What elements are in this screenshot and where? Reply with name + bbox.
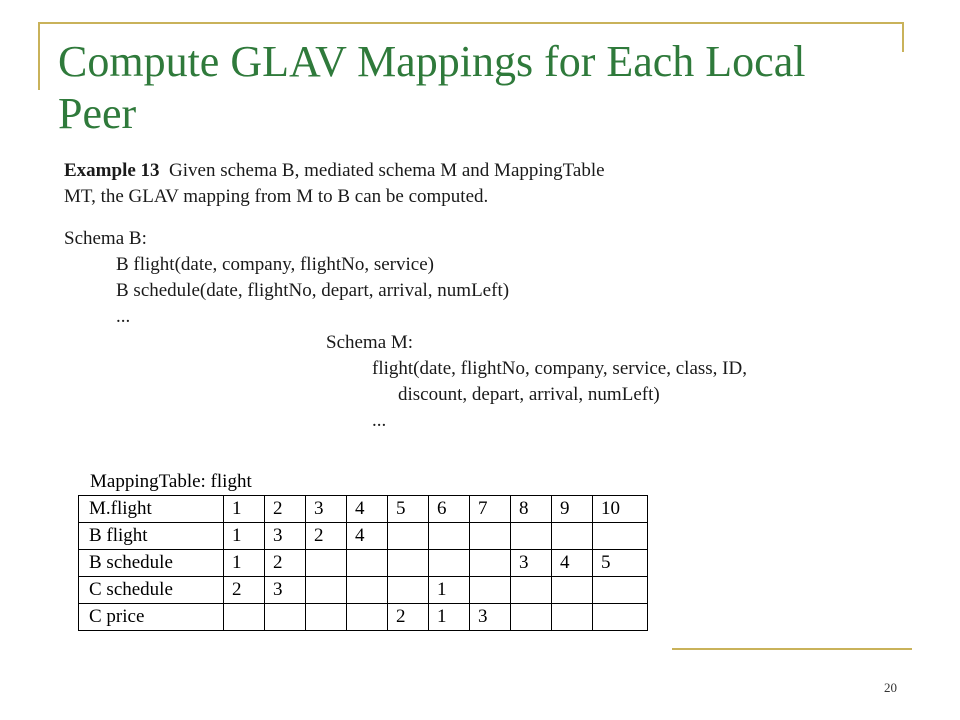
slide-border-left: [38, 22, 40, 90]
schema-b-label: Schema B:: [64, 228, 147, 249]
table-cell: 9: [552, 496, 593, 523]
example-text-line2: MT, the GLAV mapping from M to B can be computed.: [64, 186, 489, 207]
table-cell: 4: [552, 550, 593, 577]
table-row-header: C price: [79, 604, 224, 631]
table-cell: 2: [265, 550, 306, 577]
table-cell: [429, 550, 470, 577]
table-cell: [552, 577, 593, 604]
example-paragraph: [64, 158, 884, 184]
mapping-table: [78, 495, 648, 631]
table-cell: [511, 577, 552, 604]
table-row-header: M.flight: [79, 496, 224, 523]
table-cell: 6: [429, 496, 470, 523]
table-cell: [511, 523, 552, 550]
slide-content: [64, 158, 884, 434]
table-cell: 3: [306, 496, 347, 523]
table-cell: [593, 577, 648, 604]
table-cell: 1: [224, 523, 265, 550]
table-cell: [388, 550, 429, 577]
table-row-header: B schedule: [79, 550, 224, 577]
table-cell: [347, 604, 388, 631]
schema-m-line: flight(date, flightNo, company, service, class, ID,: [372, 358, 747, 379]
table-cell: [470, 577, 511, 604]
table-row: [79, 523, 648, 550]
table-cell: 4: [347, 496, 388, 523]
table-row: [79, 604, 648, 631]
page-number: 20: [884, 680, 897, 695]
mapping-table-caption: MappingTable: flight: [90, 471, 252, 492]
table-cell: [470, 550, 511, 577]
table-cell: 5: [388, 496, 429, 523]
table-cell: [593, 523, 648, 550]
table-cell: 1: [429, 577, 470, 604]
table-cell: 3: [511, 550, 552, 577]
slide-border-right: [902, 22, 904, 52]
table-row: [79, 577, 648, 604]
bottom-rule: [672, 648, 912, 650]
schema-b-line: ...: [116, 306, 131, 327]
table-cell: 3: [470, 604, 511, 631]
table-cell: [306, 550, 347, 577]
schema-m-line: discount, depart, arrival, numLeft): [398, 384, 660, 405]
schema-b-line: B schedule(date, flightNo, depart, arrival, numLeft): [116, 280, 510, 301]
table-cell: 2: [265, 496, 306, 523]
table-cell: 5: [593, 550, 648, 577]
table-cell: [347, 550, 388, 577]
table-cell: 2: [306, 523, 347, 550]
table-cell: 8: [511, 496, 552, 523]
table-cell: 7: [470, 496, 511, 523]
table-cell: 1: [429, 604, 470, 631]
table-cell: [388, 577, 429, 604]
table-cell: 2: [224, 577, 265, 604]
table-cell: [429, 523, 470, 550]
table-cell: [470, 523, 511, 550]
example-heading: Example 13: [64, 160, 160, 181]
table-cell: 1: [224, 550, 265, 577]
table-row: [79, 496, 648, 523]
table-cell: 3: [265, 577, 306, 604]
table-cell: [552, 604, 593, 631]
schema-m-line: ...: [372, 410, 387, 431]
table-row: [79, 550, 648, 577]
example-text-line1: Given schema B, mediated schema M and MappingTable: [169, 160, 605, 181]
table-cell: [511, 604, 552, 631]
table-cell: [593, 604, 648, 631]
table-cell: 10: [593, 496, 648, 523]
table-cell: 1: [224, 496, 265, 523]
table-cell: [388, 523, 429, 550]
table-row-header: C schedule: [79, 577, 224, 604]
table-row-header: B flight: [79, 523, 224, 550]
table-cell: 3: [265, 523, 306, 550]
table-cell: [552, 523, 593, 550]
schema-m-label: Schema M:: [326, 332, 414, 353]
table-cell: 4: [347, 523, 388, 550]
table-cell: [306, 577, 347, 604]
table-cell: [306, 604, 347, 631]
table-cell: 2: [388, 604, 429, 631]
schema-b-line: B flight(date, company, flightNo, service): [116, 254, 434, 275]
slide-title: Compute GLAV Mappings for Each Local Peer: [58, 37, 806, 138]
table-cell: [224, 604, 265, 631]
mapping-table-wrap: [78, 495, 648, 631]
table-cell: [347, 577, 388, 604]
slide-border-top: [38, 22, 904, 24]
table-cell: [265, 604, 306, 631]
